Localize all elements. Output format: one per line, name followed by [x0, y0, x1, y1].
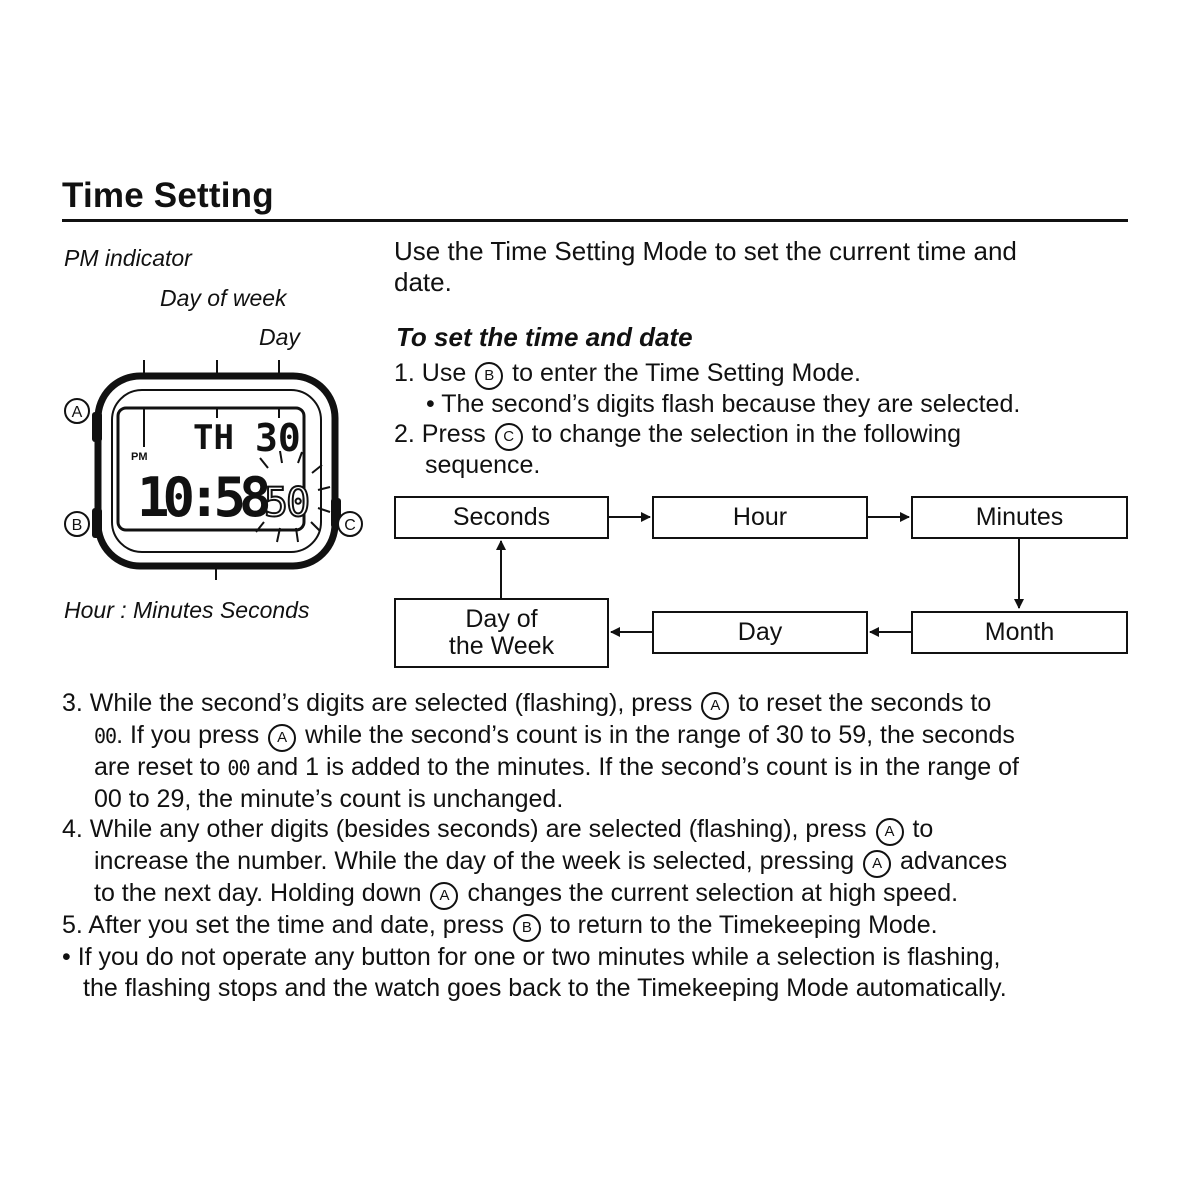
title-divider	[62, 219, 1128, 222]
pm-indicator-label: PM indicator	[64, 245, 192, 271]
step-4-line-2: increase the number. While the day of the week is selected, pressing A advances	[62, 846, 1142, 878]
step-3-line-4: 00 to 29, the minute’s count is unchanged.	[94, 784, 564, 813]
button-a-symbol: A	[863, 850, 891, 878]
flow-box-hour: Hour	[652, 496, 868, 539]
segment-zero-display: 00	[227, 756, 250, 780]
svg-text:A: A	[71, 404, 83, 421]
svg-text:B: B	[71, 517, 83, 534]
step-1-note: • The second’s digits flash because they are selected.	[426, 390, 1021, 418]
button-a-symbol: A	[701, 692, 729, 720]
subheading: To set the time and date	[396, 322, 693, 352]
hour-minutes-seconds-label: Hour : Minutes Seconds	[64, 597, 310, 623]
step-3-line-2: 00. If you press A while the second’s count is in the range of 30 to 59, the seconds	[62, 720, 1142, 752]
button-a-symbol: A	[430, 882, 458, 910]
flow-box-day-of-week: Day of the Week	[394, 598, 609, 668]
note-line-2: the flashing stops and the watch goes back to the Timekeeping Mode automatically.	[83, 973, 1007, 1002]
watch-illustration	[55, 360, 375, 580]
day-label: Day	[259, 324, 300, 350]
page-title: Time Setting	[62, 176, 274, 215]
step-2: 2. Press C to change the selection in the following	[394, 419, 961, 451]
step-2-continuation: sequence.	[425, 451, 541, 479]
step-4-line-3: to the next day. Holding down A changes the current selection at high speed.	[62, 878, 1142, 910]
lcd-pm: PM	[131, 451, 148, 463]
button-b-shape	[92, 508, 102, 538]
segment-zero-display: 00	[94, 724, 117, 748]
button-b-symbol: B	[513, 914, 541, 942]
button-a-symbol: A	[876, 818, 904, 846]
step-1: 1. Use B to enter the Time Setting Mode.	[394, 358, 861, 390]
intro-text: Use the Time Setting Mode to set the current time and date.	[394, 236, 1017, 297]
lcd-day-of-week: TH	[193, 418, 234, 458]
flow-box-month: Month	[911, 611, 1128, 654]
flow-box-minutes: Minutes	[911, 496, 1128, 539]
button-a-shape	[92, 412, 102, 442]
svg-text:C: C	[344, 517, 356, 534]
button-c-symbol: C	[495, 423, 523, 451]
step-3-line-3: are reset to 00 and 1 is added to the minutes. If the second’s count is in the range of	[94, 753, 1019, 781]
lcd-seconds: 50	[264, 480, 309, 526]
lcd-time: 10:58	[137, 466, 265, 529]
step-3-line-1: 3. While the second’s digits are selected (flashing), press A to reset the seconds to	[62, 688, 1142, 720]
button-a-symbol: A	[268, 724, 296, 752]
note-line-1: • If you do not operate any button for one or two minutes while a selection is flashing,	[62, 943, 1001, 971]
day-of-week-label: Day of week	[160, 285, 287, 311]
step-5: 5. After you set the time and date, press B to return to the Timekeeping Mode.	[62, 910, 1142, 942]
button-b-symbol: B	[475, 362, 503, 390]
lcd-day: 30	[255, 416, 301, 460]
flow-box-day: Day	[652, 611, 868, 654]
step-4-line-1: 4. While any other digits (besides seconds) are selected (flashing), press A to	[62, 814, 1142, 846]
instructions-body	[62, 688, 1142, 1003]
flow-box-seconds: Seconds	[394, 496, 609, 539]
